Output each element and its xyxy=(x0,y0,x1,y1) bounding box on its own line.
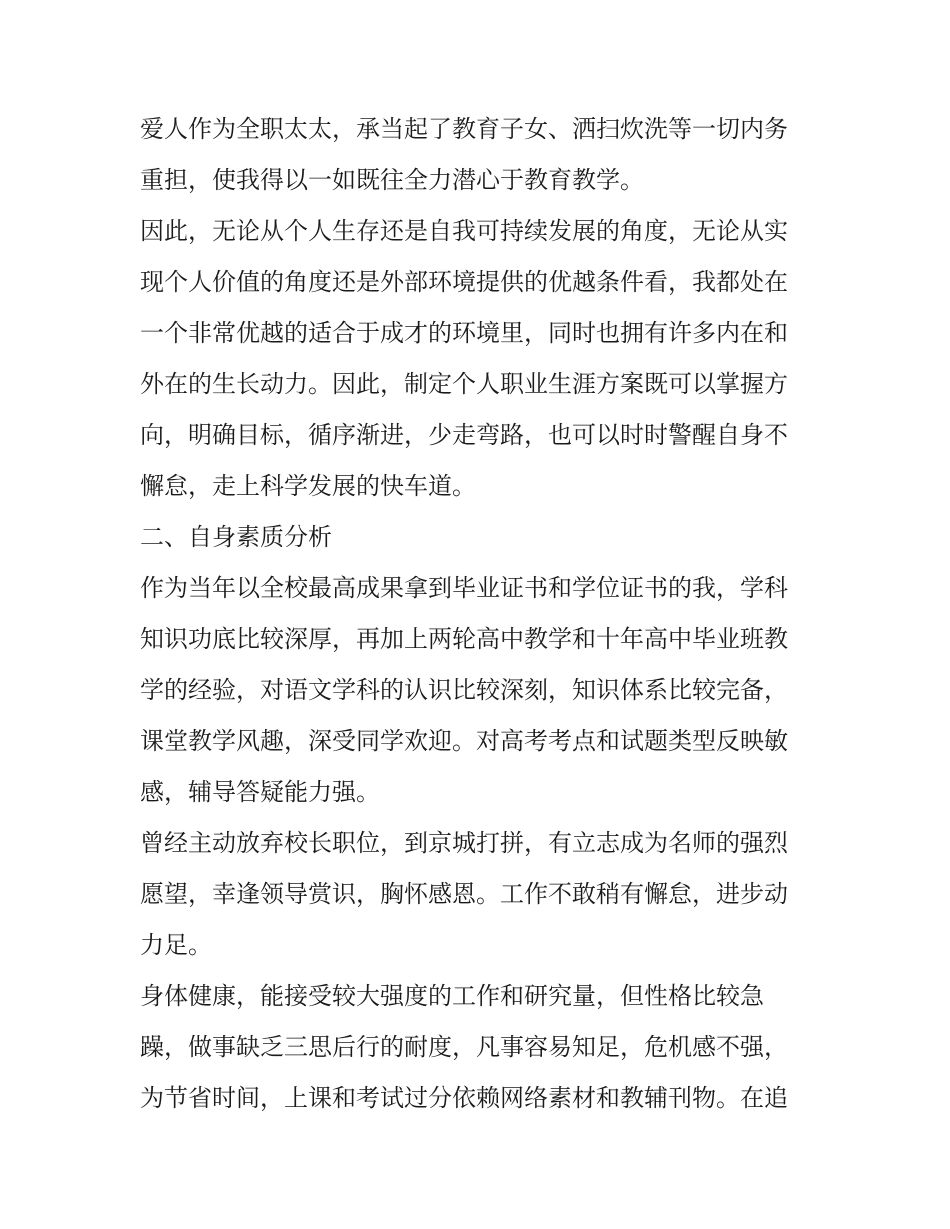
text-line: 曾经主动放弃校长职位，到京城打拼，有立志成为名师的强烈 xyxy=(140,829,788,857)
text-line: 为节省时间，上课和考试过分依赖网络素材和教辅刊物。在追 xyxy=(140,1084,788,1112)
text-line: 作为当年以全校最高成果拿到毕业证书和学位证书的我，学科 xyxy=(140,574,788,602)
heading-line: 二、自身素质分析 xyxy=(140,523,332,551)
text-line: 现个人价值的角度还是外部环境提供的优越条件看，我都处在 xyxy=(140,268,788,296)
text-line: 外在的生长动力。因此，制定个人职业生涯方案既可以掌握方 xyxy=(140,370,788,398)
text-line: 感，辅导答疑能力强。 xyxy=(140,778,380,806)
text-line: 重担，使我得以一如既往全力潜心于教育教学。 xyxy=(140,166,644,194)
paragraph-knowledge xyxy=(140,563,820,818)
text-line: 懈怠，走上科学发展的快车道。 xyxy=(140,472,476,500)
paragraph-environment xyxy=(140,206,820,512)
text-line: 身体健康，能接受较大强度的工作和研究量，但性格比较急 xyxy=(140,982,764,1010)
text-line: 课堂教学风趣，深受同学欢迎。对高考考点和试题类型反映敏 xyxy=(140,727,788,755)
text-line: 一个非常优越的适合于成才的环境里，同时也拥有许多内在和 xyxy=(140,319,788,347)
text-line: 躁，做事缺乏三思后行的耐度，凡事容易知足，危机感不强， xyxy=(140,1033,788,1061)
section-heading xyxy=(140,512,820,563)
text-line: 力足。 xyxy=(140,931,212,959)
text-line: 向，明确目标，循序渐进，少走弯路，也可以时时警醒自身不 xyxy=(140,421,788,449)
text-line: 知识功底比较深厚，再加上两轮高中教学和十年高中毕业班教 xyxy=(140,625,788,653)
document-body xyxy=(140,104,820,1124)
text-line: 学的经验，对语文学科的认识比较深刻，知识体系比较完备， xyxy=(140,676,788,704)
paragraph-household xyxy=(140,104,820,206)
paragraph-personality xyxy=(140,971,820,1124)
text-line: 愿望，幸逢领导赏识，胸怀感恩。工作不敢稍有懈怠，进步动 xyxy=(140,880,788,908)
paragraph-ambition xyxy=(140,818,820,971)
text-line: 因此，无论从个人生存还是自我可持续发展的角度，无论从实 xyxy=(140,217,788,245)
text-line: 爱人作为全职太太，承当起了教育子女、洒扫炊洗等一切内务 xyxy=(140,115,788,143)
